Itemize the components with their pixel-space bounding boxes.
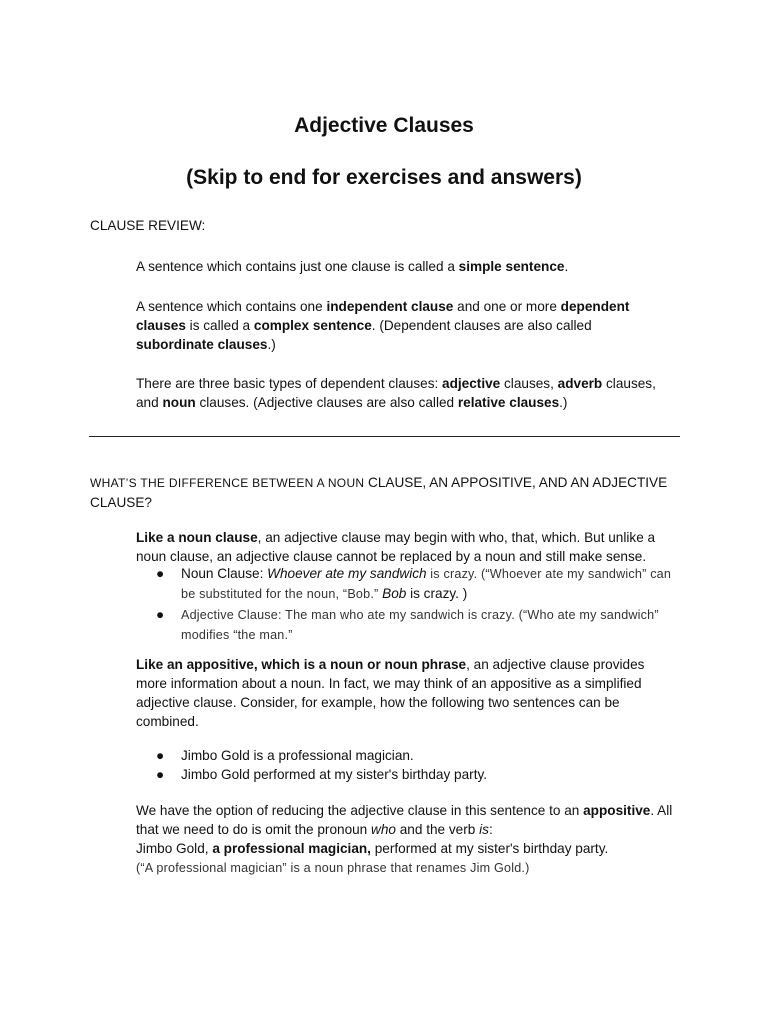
noun-clause-bullets	[136, 564, 676, 646]
list-item: ● Jimbo Gold performed at my sister's birthday party.	[156, 767, 488, 782]
simple-sentence-paragraph: A sentence which contains just one clause is called a simple sentence.	[136, 259, 569, 274]
example-bullets	[136, 746, 676, 784]
dependent-clauses-paragraph: There are three basic types of dependent clauses: adjective clauses, adverb clauses, and noun clauses. (Adjective clauses are also called relative clauses.)	[136, 376, 656, 410]
horizontal-divider	[89, 436, 680, 437]
appositive-paragraph: Like an appositive, which is a noun or noun phrase, an adjective clause provides more information about a noun. In fact, we may think of an appositive as a simplified adjective clause. Consider, for example, how the following two sentences can be combined.	[136, 657, 645, 729]
page-title: Adjective Clauses	[294, 114, 474, 137]
page-subtitle: (Skip to end for exercises and answers)	[186, 166, 582, 189]
bullet-icon: ●	[156, 767, 165, 782]
list-item: ● Jimbo Gold is a professional magician.	[156, 748, 414, 763]
difference-heading: WHAT’S THE DIFFERENCE BETWEEN A NOUN CLAUSE, AN APPOSITIVE, AND AN ADJECTIVE CLAUSE?	[90, 475, 668, 510]
reduce-clause-paragraph: We have the option of reducing the adjective clause in this sentence to an appositive. All that we need to do is omit the pronoun who and the verb is: Jimbo Gold, a professional magician, performed at my sister's birthday party. (“A professional magician” is a noun phrase that renames Jim Gold.)	[136, 803, 673, 875]
clause-review-heading: CLAUSE REVIEW:	[90, 218, 206, 233]
bullet-icon: ●	[156, 748, 165, 763]
bullet-icon: ●	[156, 607, 165, 622]
noun-clause-paragraph: Like a noun clause, an adjective clause may begin with who, that, which. But unlike a noun clause, an adjective clause cannot be replaced by a noun and still make sense.	[136, 530, 656, 564]
list-item: ● Noun Clause: Whoever ate my sandwich is crazy. (“Whoever ate my sandwich” can be substituted for the noun, “Bob.” Bob is crazy. )	[156, 566, 672, 601]
list-item: ● Adjective Clause: The man who ate my sandwich is crazy. (“Who ate my sandwich” modifies “the man.”	[156, 607, 659, 642]
complex-sentence-paragraph: A sentence which contains one independent clause and one or more dependent clauses is called a complex sentence. (Dependent clauses are also called subordinate clauses.)	[136, 299, 630, 352]
bullet-icon: ●	[156, 566, 165, 581]
